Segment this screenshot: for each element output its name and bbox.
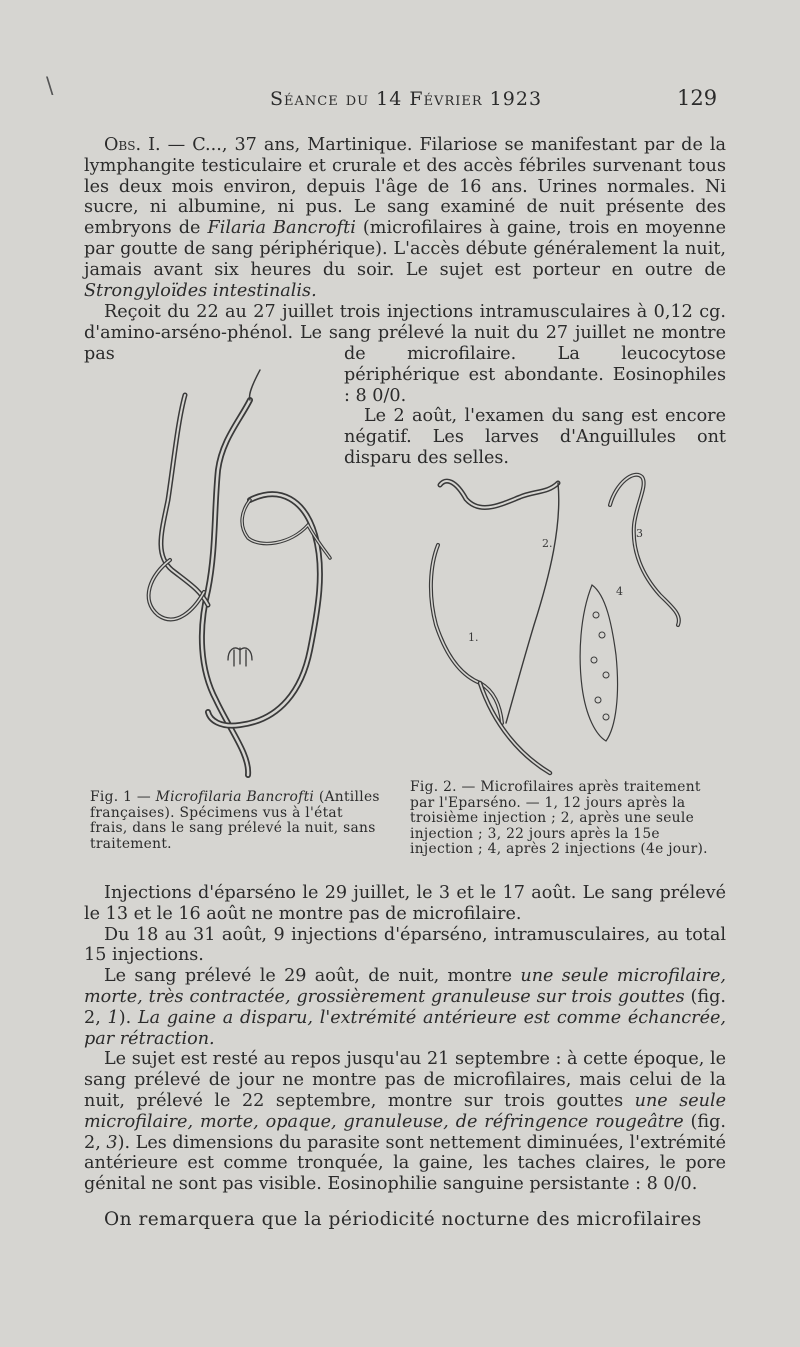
fig2-label-4: 4 bbox=[616, 585, 623, 598]
page-number: 129 bbox=[677, 86, 718, 110]
figure-2-caption bbox=[410, 780, 726, 858]
fig1-caption-species: Microfilaria Bancrofti bbox=[155, 789, 315, 805]
fig1-caption-rest: (Antilles françaises). Spécimens vus à l'état frais, dans le sang prélevé la nuit, sans traitement. bbox=[90, 789, 380, 852]
paragraph-injections: Injections d'éparséno le 29 juillet, le 3 et le 17 août. Le sang prélevé le 13 et le 16 août ne montre pas de microfilaire. bbox=[84, 883, 726, 924]
obs-text-a: — C..., 37 ans, Martinique. Filariose se manifestant par de la lymphangite testiculaire et crurale et des accès fébriles survenant tous les deux mois environ, depuis l'âge de 16 ans. Urines normales. Ni sucre, ni albumine, ni pus. Le sang examiné de nuit présente des embryons de bbox=[84, 135, 726, 239]
paragraph-periodicite: On remarquera que la périodicité nocturne des microfilaires bbox=[104, 1209, 702, 1230]
obs-p2-wrap-text: de microfilaire. La leucocytose périphérique est abondante. Eosinophiles : 8 0/0. bbox=[344, 344, 726, 406]
p6-italic-2: La gaine a disparu, l'extrémité antérieure est comme échancrée, par rétraction. bbox=[84, 1007, 726, 1049]
obs-label: Obs. I. bbox=[104, 135, 161, 155]
obs-p3-text: Le 2 août, l'examen du sang est encore négatif. Les larves d'Anguillules ont disparu des selles. bbox=[344, 406, 726, 468]
final-line bbox=[84, 1210, 726, 1231]
figure-2 bbox=[410, 455, 710, 785]
figure-1-drawing bbox=[130, 360, 345, 780]
p7-italic-1: une seule microfilaire, morte, opaque, granuleuse, de réfringence rougeâtre bbox=[84, 1090, 727, 1132]
p6-italic-1: une seule microfilaire, morte, très contractée, grossièrement granuleuse sur trois gouttes bbox=[84, 966, 726, 1007]
obs-paragraph-2-wrap bbox=[344, 344, 726, 469]
p7-fig-num: 3 bbox=[106, 1132, 118, 1153]
body-text bbox=[84, 883, 726, 1195]
paragraph-septembre bbox=[84, 1049, 726, 1195]
paragraph-29-aout bbox=[84, 966, 726, 1049]
obs-p2-text: Reçoit du 22 au 27 juillet trois injections intramusculaires à 0,12 cg. d'amino-arséno-phénol. Le sang prélevé la nuit du 27 juillet ne montre pas bbox=[84, 302, 726, 364]
obs-paragraph-1 bbox=[84, 135, 726, 301]
figure-2-drawing bbox=[410, 455, 710, 785]
p7-text-c: ). Les dimensions du parasite sont nettement diminuées, l'extrémité antérieure est comme tronquée, la gaine, les taches claires, le pore génital ne sont pas visible. Eosinophilie sanguine persistante : 8 0/0. bbox=[84, 1132, 726, 1195]
p7-text-b: (fig. 2, bbox=[84, 1111, 726, 1153]
fig2-label-1: 1. bbox=[468, 631, 479, 644]
fig2-caption-text: Fig. 2. — Microfilaires après traitement par l'Eparséno. — 1, 12 jours après la troisième injection ; 2, après une seule injection ; 3, 22 jours après la 15e injection ; 4, après 2 injections (4e jour). bbox=[410, 779, 708, 858]
species-name: Filaria Bancrofti bbox=[207, 218, 356, 239]
p6-text-b: (fig. 2, bbox=[84, 986, 727, 1028]
p6-fig-num: 1 bbox=[107, 1007, 119, 1028]
p6-text-a: Le sang prélevé le 29 août, de nuit, montre bbox=[104, 966, 521, 987]
obs-text-b: (microfilaires à gaine, trois en moyenne par goutte de sang périphérique). L'accès débute généralement la nuit, jamais avant six heures du soir. Le sujet est porteur en outre de bbox=[84, 218, 727, 280]
fig2-label-3: 3 bbox=[636, 527, 643, 540]
figure-1-caption bbox=[90, 790, 380, 852]
p7-text-a: Le sujet est resté au repos jusqu'au 21 septembre : à cette époque, le sang prélevé de jour ne montre pas de microfilaires, mais celui de la nuit, prélevé le 22 septembre, montre sur trois gouttes bbox=[84, 1049, 727, 1111]
strongyloides-name: Strongyloïdes intestinalis. bbox=[84, 280, 317, 301]
running-header bbox=[0, 86, 800, 116]
fig1-caption-lead: Fig. 1 — bbox=[90, 789, 156, 805]
margin-mark: \ bbox=[46, 74, 54, 99]
figure-1 bbox=[130, 360, 345, 780]
paragraph-total: Du 18 au 31 août, 9 injections d'éparséno, intramusculaires, au total 15 injections. bbox=[84, 924, 726, 966]
running-title: Séance du 14 Février 1923 bbox=[270, 88, 543, 110]
p6-text-c: ). bbox=[118, 1007, 138, 1028]
fig2-label-2: 2. bbox=[542, 537, 553, 550]
